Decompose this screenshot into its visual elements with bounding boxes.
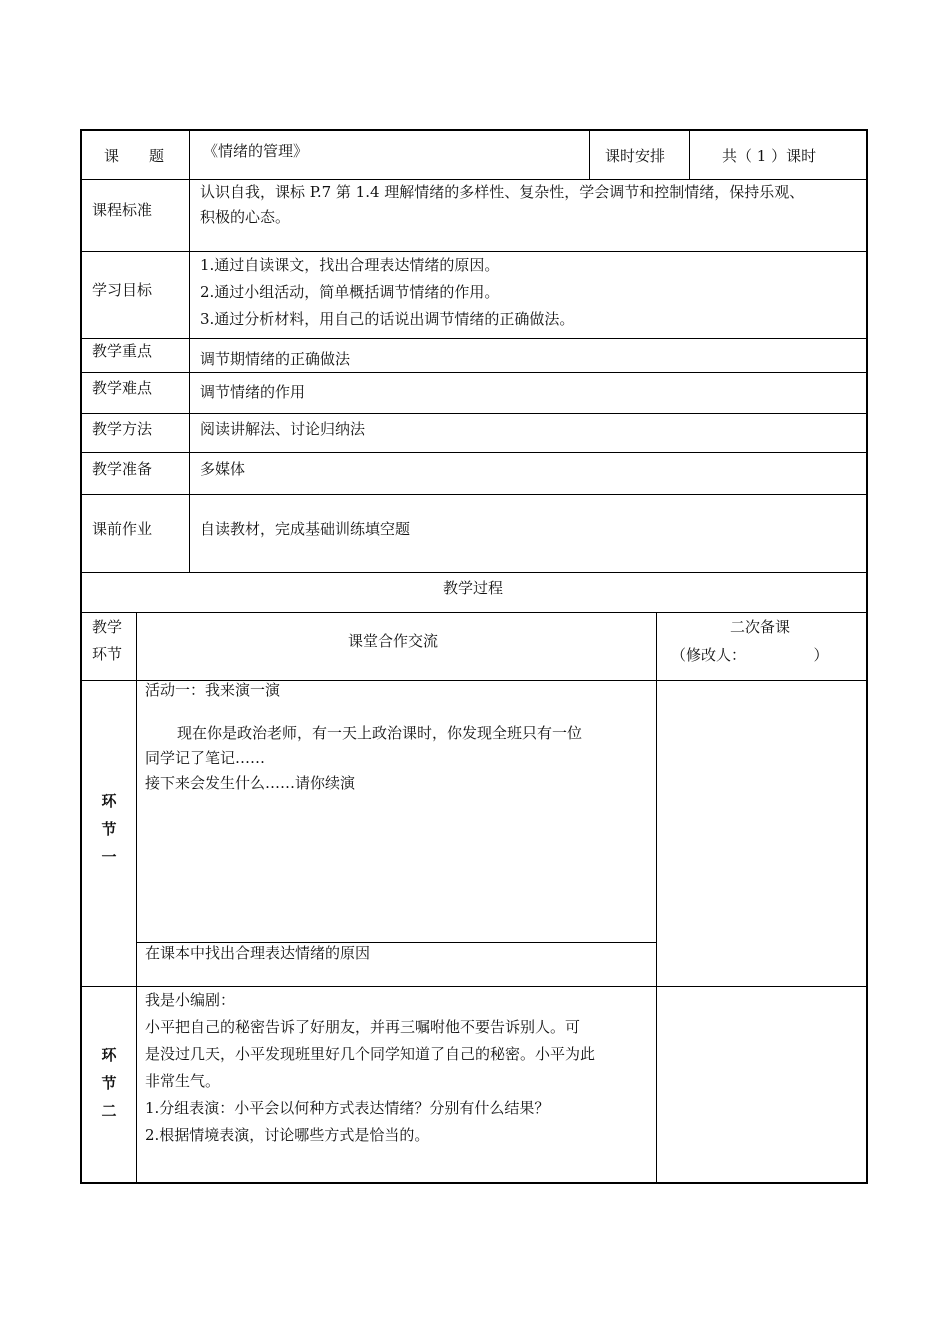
- row-divider: [80, 372, 868, 373]
- section2-content: [145, 987, 595, 1149]
- column-divider: [189, 131, 190, 572]
- standard-line: 认识自我，课标 P.7 第 1.4 理解情绪的多样性、复杂性，学会调节和控制情绪，保持乐观、: [200, 183, 805, 201]
- goal-item: 2.通过小组活动，简单概括调节情绪的作用。: [200, 283, 500, 301]
- content-line: 小平把自己的秘密告诉了好朋友，并再三嘱咐他不要告诉别人。可: [145, 1018, 581, 1036]
- label-char: 节: [101, 1074, 117, 1092]
- content-line: 非常生气。: [145, 1072, 221, 1090]
- activity-prompt: 接下来会发生什么……请你续演: [145, 774, 356, 792]
- content-line: 是没过几天，小平发现班里好几个同学知道了自己的秘密。小平为此: [145, 1045, 596, 1063]
- content-line: 2.根据情境表演，讨论哪些方式是恰当的。: [145, 1126, 430, 1144]
- row-divider: [80, 612, 868, 613]
- focus-label: 教学重点: [92, 342, 153, 360]
- method-label: 教学方法: [92, 420, 153, 438]
- homework-value: 自读教材，完成基础训练填空题: [200, 520, 411, 538]
- goals-label: 学习目标: [92, 281, 153, 299]
- schedule-label: 课时安排: [605, 147, 666, 165]
- column-divider: [656, 612, 657, 1182]
- label-char: 一: [101, 848, 117, 866]
- standard-text: [200, 180, 804, 230]
- content-line: 我是小编剧：: [145, 991, 236, 1009]
- difficulty-label: 教学难点: [92, 379, 153, 397]
- process-col1-header: [92, 614, 122, 668]
- label-char: 节: [101, 820, 117, 838]
- homework-label: 课前作业: [92, 520, 153, 538]
- goal-item: 3.通过分析材料，用自己的话说出调节情绪的正确做法。: [200, 310, 575, 328]
- header-line: 教学: [92, 618, 123, 636]
- focus-value: 调节期情绪的正确做法: [200, 350, 351, 368]
- activity-title: 活动一：我来演一演: [145, 681, 281, 699]
- scenario-line: 现在你是政治老师，有一天上政治课时，你发现全班只有一位: [177, 724, 583, 742]
- row-divider: [80, 413, 868, 414]
- column-divider: [589, 131, 590, 179]
- row-divider: [80, 572, 868, 573]
- topic-value: 《情绪的管理》: [203, 142, 309, 160]
- header-line: 环节: [92, 645, 123, 663]
- difficulty-value: 调节情绪的作用: [200, 383, 306, 401]
- standard-label: 课程标准: [92, 201, 153, 219]
- column-divider: [689, 131, 690, 179]
- standard-line: 积极的心态。: [200, 208, 291, 226]
- label-char: 二: [101, 1102, 117, 1120]
- column-divider: [136, 612, 137, 1182]
- row-divider: [80, 494, 868, 495]
- goal-item: 1.通过自读课文，找出合理表达情绪的原因。: [200, 256, 500, 274]
- method-value: 阅读讲解法、讨论归纳法: [200, 420, 366, 438]
- prep-value: 多媒体: [200, 460, 246, 478]
- process-col3-header: 二次备课: [730, 618, 791, 636]
- section1-label: [100, 787, 118, 871]
- reviser-label: （修改人： ）: [671, 646, 829, 664]
- row-divider: [80, 338, 868, 339]
- prep-label: 教学准备: [92, 460, 153, 478]
- section1-task: 在课本中找出合理表达情绪的原因: [145, 944, 371, 962]
- activity-scenario: [145, 721, 582, 796]
- section2-label: [100, 1041, 118, 1125]
- label-char: 环: [101, 1046, 117, 1064]
- process-title: 教学过程: [443, 579, 504, 597]
- scenario-line: 同学记了笔记……: [145, 749, 266, 767]
- label-char: 环: [101, 792, 117, 810]
- row-divider: [80, 452, 868, 453]
- goals-text: [200, 252, 574, 333]
- content-line: 1.分组表演：小平会以何种方式表达情绪？分别有什么结果？: [145, 1099, 550, 1117]
- schedule-value: 共（ 1 ）课时: [722, 147, 817, 165]
- topic-label: 课 题: [104, 147, 165, 165]
- process-col2-header: 课堂合作交流: [348, 632, 439, 650]
